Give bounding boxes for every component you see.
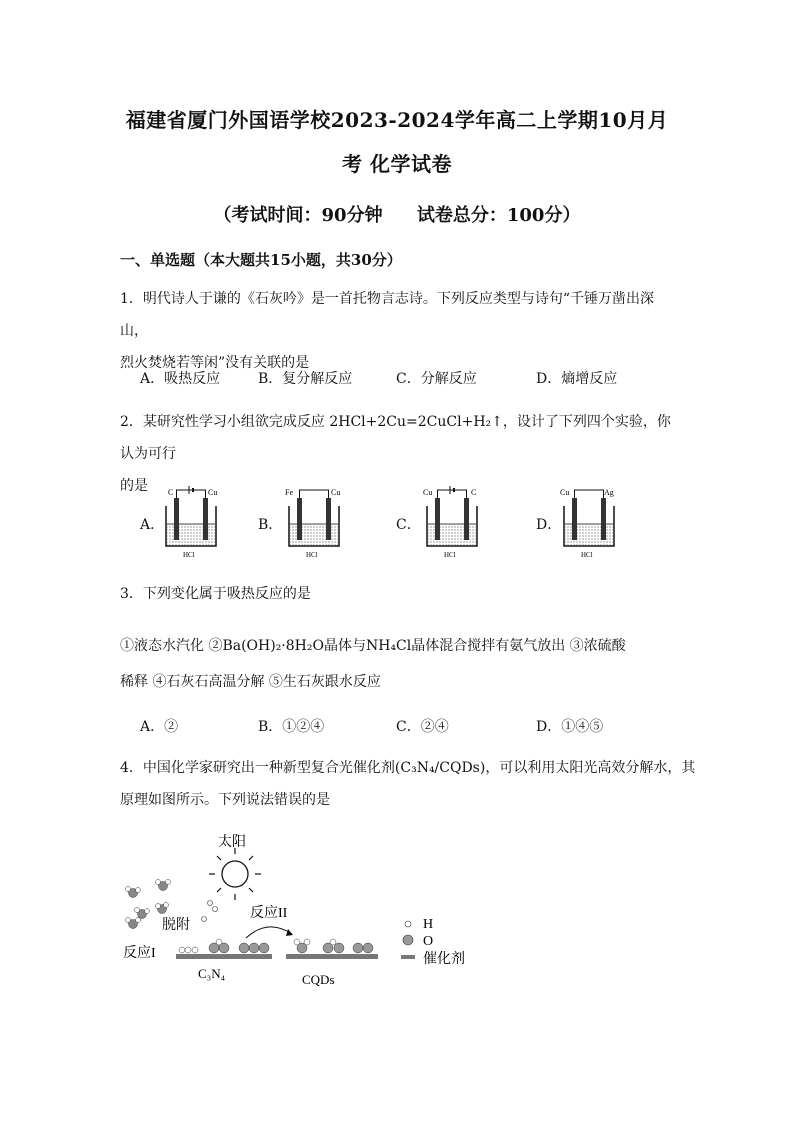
electrolyte-label: HCl [306, 551, 318, 559]
question-2-line-2: 的是 [120, 478, 148, 494]
catalyst-surface-c3n4 [176, 954, 272, 959]
electrolyte-label: HCl [183, 551, 195, 559]
electrode-right-label: Cu [208, 488, 218, 497]
electrode-right-label: Cu [331, 488, 341, 497]
electrolyte-label: HCl [581, 551, 593, 559]
sun-icon [209, 848, 261, 900]
question-2-line-1: 2．某研究性学习小组欲完成反应 2HCl+2Cu=2CuCl+H₂↑，设计了下列四个实验，你认为可行 [120, 414, 671, 462]
legend-o-label: O [423, 934, 434, 949]
catalyst-surface-cqds [286, 954, 378, 959]
q3-option-a: A．② [140, 719, 179, 735]
question-3-items-line-1: ①液态水汽化 ②Ba(OH)₂·8H₂O晶体与NH₄Cl晶体混合搅拌有氨气放出 ③浓硫酸 [120, 638, 626, 654]
q1-option-c: C．分解反应 [396, 371, 477, 387]
q2-apparatus-b [283, 484, 345, 562]
q3-option-c: C．②④ [396, 719, 449, 735]
desorb-label: 脱附 [162, 918, 190, 933]
section-heading: 一、单选题（本大题共15小题，共30分） [120, 251, 402, 269]
question-3-items [120, 628, 700, 700]
reaction-2-label: 反应II [250, 906, 288, 921]
q1-option-b: B．复分解反应 [258, 371, 353, 387]
legend-catalyst-label: 催化剂 [423, 952, 465, 967]
q3-option-d: D．①④⑤ [536, 719, 604, 735]
electrode-right-label: Ag [604, 488, 614, 497]
q1-option-d: D．熵增反应 [536, 371, 618, 387]
figure-legend [401, 917, 465, 967]
q2-option-d-label: D． [536, 517, 562, 533]
q2-apparatus-c [421, 484, 483, 562]
question-1-line-2: 烈火焚烧若等闲”没有关联的是 [120, 355, 310, 371]
electrode-left-label: C [168, 488, 174, 497]
question-4-line-1: 4．中国化学家研究出一种新型复合光催化剂(C₃N₄/CQDs)，可以利用太阳光高效分解水，其 [120, 760, 696, 776]
q2-apparatus-d [558, 484, 620, 562]
hydrogen-bubbles [202, 901, 218, 922]
legend-h-label: H [423, 917, 434, 932]
question-3: 3．下列变化属于吸热反应的是 [120, 586, 311, 602]
question-3-items-line-2: 稀释 ④石灰石高温分解 ⑤生石灰跟水反应 [120, 674, 381, 690]
catalyst-legend-icon [401, 955, 415, 959]
question-4 [120, 752, 700, 816]
cqds-label: CQDs [302, 972, 335, 987]
hydrogen-legend-icon [405, 921, 411, 927]
q1-option-a: A．吸热反应 [140, 371, 221, 387]
electrolyte-label: HCl [444, 551, 456, 559]
sun-label: 太阳 [218, 835, 246, 850]
reaction-1-label: 反应I [123, 946, 156, 961]
q3-option-b: B．①②④ [258, 719, 325, 735]
oxygen-legend-icon [403, 935, 413, 945]
electrode-left-label: Cu [560, 488, 570, 497]
question-4-line-2: 原理如图所示。下列说法错误的是 [120, 792, 330, 808]
q2-option-b-label: B． [258, 517, 283, 533]
q2-apparatus-a [160, 484, 222, 562]
question-1 [120, 283, 680, 379]
q2-option-a-label: A． [140, 517, 165, 533]
exam-meta [0, 201, 794, 227]
exam-time: （考试时间：90分钟 [213, 205, 383, 226]
electrode-left-label: Cu [423, 488, 433, 497]
electrode-left-label: Fe [285, 488, 293, 497]
photocatalysis-figure [118, 826, 488, 996]
q2-option-c-label: C． [396, 517, 421, 533]
title-line-1: 福建省厦门外国语学校2023-2024学年高二上学期10月月 [125, 108, 669, 132]
title-line-2: 考 化学试卷 [342, 152, 452, 176]
c3n4-label: C₃N₄ [198, 966, 226, 981]
question-1-line-1: 1．明代诗人于谦的《石灰吟》是一首托物言志诗。下列反应类型与诗句“千锤万凿出深山， [120, 291, 655, 339]
electrode-right-label: C [471, 488, 477, 497]
total-score: 试卷总分：100分） [416, 205, 581, 226]
